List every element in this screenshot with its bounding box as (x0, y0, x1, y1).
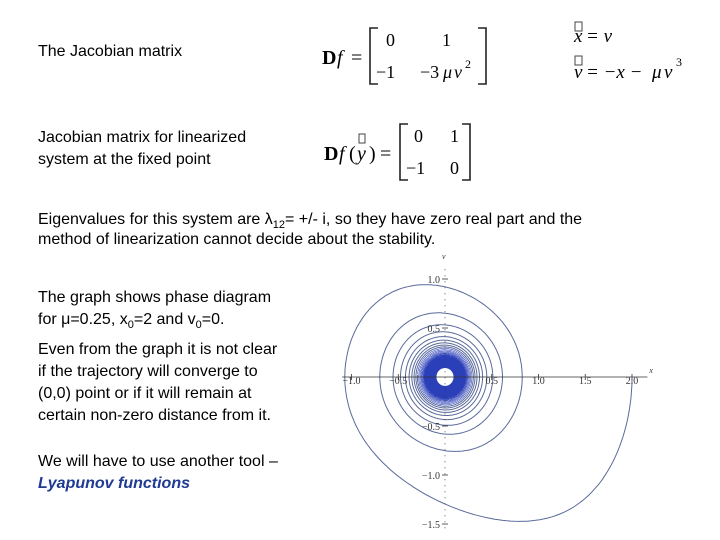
jacobian-m22-a: −3 (420, 62, 440, 82)
eigen-text-b: = +/- i, so they have zero real part and the (285, 211, 583, 228)
lin-arg: y (357, 143, 366, 165)
y-tick-label: 0.5 (427, 324, 440, 335)
y-tick-label: −1.0 (421, 471, 440, 482)
y-axis-label: v (442, 252, 446, 262)
caption-part: =2 and v (133, 311, 196, 328)
caption-sub-v: 0 (195, 319, 202, 331)
y-tick-label: −1.5 (421, 520, 440, 531)
lin-m21: −1 (406, 158, 426, 178)
x-tick-label: 2.0 (625, 376, 639, 387)
eq2-v: v (664, 62, 673, 83)
x-tick-label: −1.0 (342, 376, 361, 387)
eq1-rhs: = v (586, 26, 613, 47)
eq2-lhs: v (574, 62, 583, 83)
eq2-exp: 3 (676, 55, 682, 69)
linearized-label-line1: Jacobian matrix for linearized (38, 129, 247, 146)
lin-m11: 0 (414, 126, 423, 146)
caption-sub-x: 0 (127, 319, 134, 331)
x-tick-label: 0.5 (485, 376, 498, 387)
jacobian-matrix (318, 22, 498, 92)
eq1-lhs: x (574, 26, 583, 47)
caption-part: =0. (201, 311, 225, 328)
phase-diagram (330, 252, 660, 531)
right-bracket (478, 28, 486, 84)
x-axis-label: x (649, 366, 653, 375)
x-tick-label: −0.5 (389, 376, 408, 387)
lin-m22: 0 (450, 158, 459, 178)
jacobian-f: f (337, 47, 343, 69)
jacobian-label: The Jacobian matrix (38, 43, 183, 60)
next-tool-text: We will have to use another tool – (38, 453, 278, 470)
jacobian-m21: −1 (376, 62, 396, 82)
linearized-label-line2: system at the fixed point (38, 151, 211, 168)
x-tick-label: 1.0 (532, 376, 545, 387)
lin-close: ) (369, 143, 376, 165)
unclear-line4: certain non-zero distance from it. (38, 407, 271, 424)
jacobian-m22-v: v (454, 62, 462, 82)
jacobian-eq: = (351, 47, 363, 69)
eigen-line2: method of linearization cannot decide about the stability. (38, 231, 436, 248)
y-tick-label: −0.5 (421, 422, 440, 433)
vector-placeholder-icon (359, 134, 365, 143)
unclear-line3: (0,0) point or if it will remain at (38, 385, 252, 402)
jacobian-m12: 1 (442, 30, 451, 50)
caption-part: for μ=0.25, x (38, 311, 128, 328)
unclear-line2: if the trajectory will converge to (38, 363, 258, 380)
lin-D: D (324, 143, 339, 165)
lin-open: ( (349, 143, 356, 165)
y-tick-label: 1.0 (427, 275, 440, 286)
lyapunov-link[interactable]: Lyapunov functions (38, 475, 190, 492)
linearized-matrix (318, 118, 478, 188)
jacobian-m22-exp: 2 (465, 57, 471, 71)
trajectory-outer (345, 285, 632, 522)
phase-caption-line2 (38, 310, 224, 335)
eq2-mu: μ (652, 62, 662, 83)
lin-m12: 1 (450, 126, 459, 146)
eigen-subscript: 12 (272, 219, 286, 231)
unclear-line1: Even from the graph it is not clear (38, 341, 278, 358)
phase-caption-line1: The graph shows phase diagram (38, 289, 272, 306)
eq2-rhs: = −x − (586, 62, 643, 83)
jacobian-m22-mu: μ (443, 62, 453, 82)
eigen-text-a: Eigenvalues for this system are λ (38, 211, 273, 228)
x-tick-label: 1.5 (579, 376, 592, 387)
right-bracket (462, 124, 470, 180)
lin-eq: = (380, 143, 392, 165)
jacobian-D: D (322, 47, 337, 69)
trajectory-group (345, 285, 632, 522)
jacobian-m11: 0 (386, 30, 395, 50)
system-equations (566, 18, 690, 84)
lin-f: f (339, 143, 345, 165)
